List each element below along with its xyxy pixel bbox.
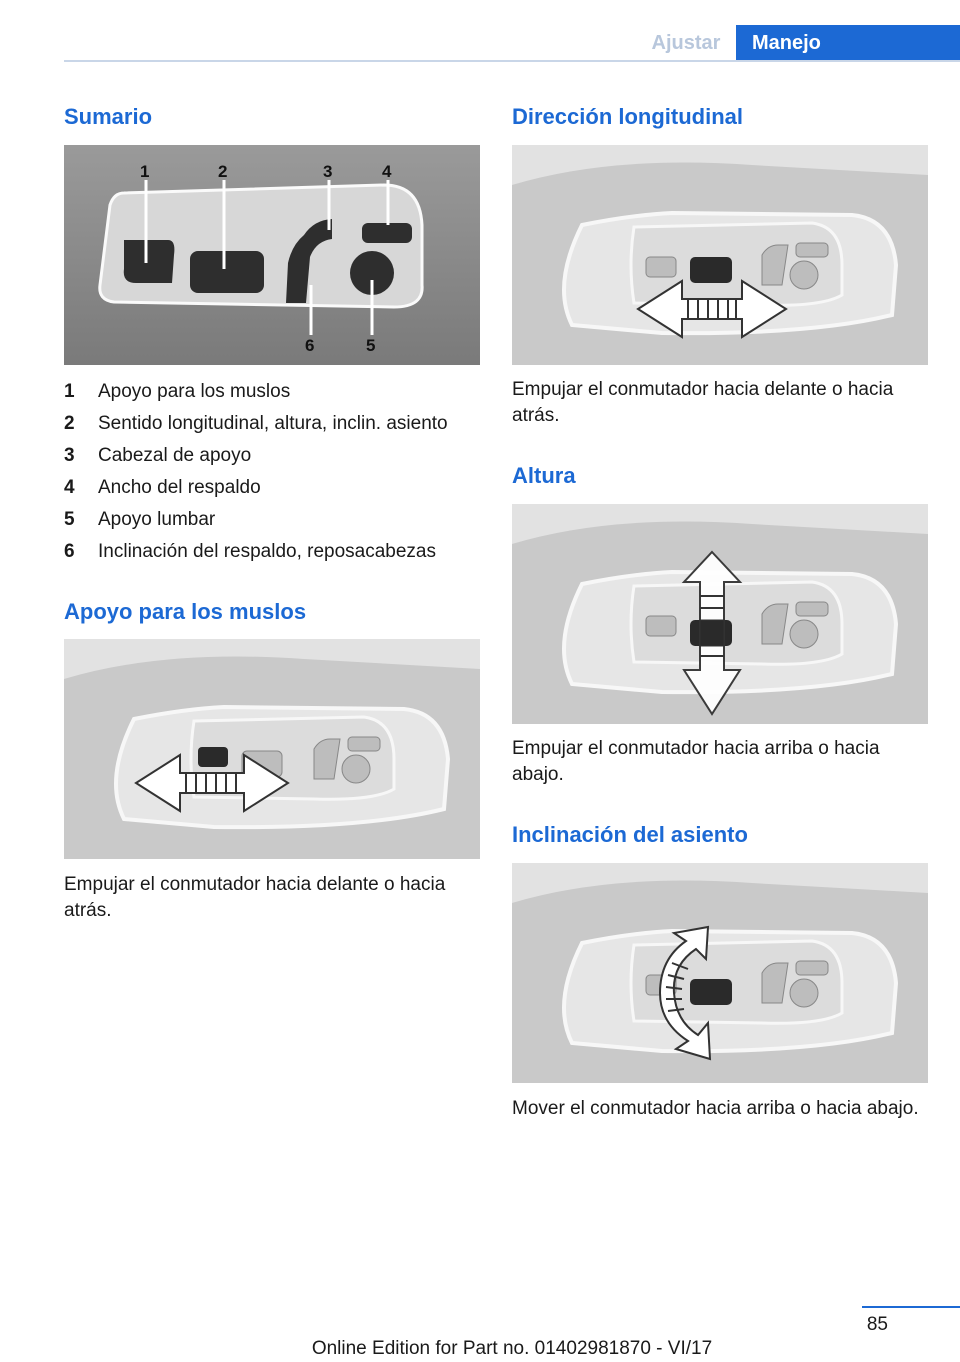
edition-footer: Online Edition for Part no. 01402981870 - VI/17 [311, 1338, 713, 1359]
callout-3: 3 [323, 162, 333, 181]
legend-number: 4 [64, 477, 75, 498]
thigh-support-image [64, 639, 480, 859]
seat-tilt-image [512, 863, 928, 1083]
legend-number: 3 [64, 445, 75, 466]
legend-label: Ancho del respaldo [98, 477, 261, 498]
legend-label: Cabezal de apoyo [98, 445, 252, 466]
tab-manejo[interactable]: Manejo [736, 25, 960, 61]
callout-1: 1 [140, 162, 150, 181]
section-title-longitudinal: Dirección longitudinal [512, 104, 744, 129]
legend-item [64, 472, 484, 504]
legend-item [64, 536, 484, 568]
page-number-rule [862, 1306, 960, 1308]
summary-seat-controls-image [64, 145, 480, 365]
legend-label: Apoyo para los muslos [98, 381, 291, 402]
callout-2: 2 [218, 162, 228, 181]
summary-legend [64, 376, 484, 568]
legend-number: 6 [64, 541, 75, 562]
header-divider [64, 60, 960, 62]
height-text: Empujar el conmutador hacia arriba o hacia abajo. [512, 738, 880, 785]
section-title-height: Altura [512, 463, 576, 488]
longitudinal-text: Empujar el conmutador hacia delante o hacia atrás. [512, 379, 894, 426]
legend-item [64, 408, 484, 440]
legend-label: Inclinación del respaldo, reposacabezas [98, 541, 436, 562]
tab-ajustar[interactable]: Ajustar [636, 25, 736, 61]
legend-item [64, 440, 484, 472]
legend-item [64, 504, 484, 536]
thigh-support-text: Empujar el conmutador hacia delante o hacia atrás. [64, 874, 446, 921]
legend-label: Sentido longitudinal, altura, inclin. asiento [98, 413, 448, 434]
legend-number: 2 [64, 413, 75, 434]
callout-6: 6 [305, 336, 315, 355]
section-title-summary: Sumario [64, 104, 153, 129]
height-image [512, 504, 928, 724]
longitudinal-image [512, 145, 928, 365]
legend-number: 5 [64, 509, 75, 530]
legend-label: Apoyo lumbar [98, 509, 216, 530]
legend-item [64, 376, 484, 408]
section-title-thigh-support: Apoyo para los muslos [64, 599, 307, 624]
chapter-tabs [636, 25, 960, 61]
page-number: 85 [866, 1314, 888, 1335]
callout-4: 4 [382, 162, 392, 181]
section-title-seat-tilt: Inclinación del asiento [512, 822, 748, 847]
seat-tilt-text: Mover el conmutador hacia arriba o hacia abajo. [512, 1098, 919, 1119]
callout-5: 5 [366, 336, 376, 355]
legend-number: 1 [64, 381, 75, 402]
